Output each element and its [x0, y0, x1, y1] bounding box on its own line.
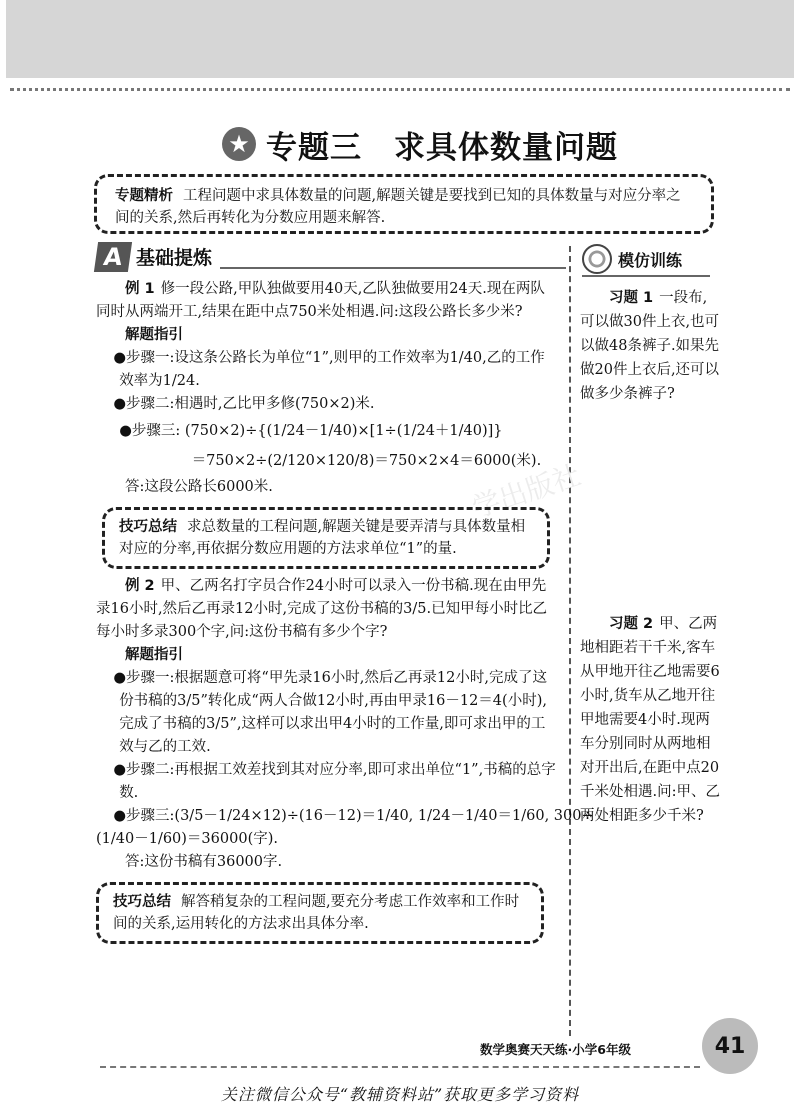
example1-answer: 答:这段公路长6000米. — [125, 479, 273, 495]
tip-box-1 — [102, 507, 550, 569]
example2-step3-line2: (1/40－1/60)＝36000(字). — [96, 831, 278, 847]
example2-guide: 解题指引 — [125, 647, 183, 663]
footer-note: 关注微信公众号“教辅资料站”获取更多学习资料 — [220, 1085, 580, 1104]
page-title — [222, 124, 618, 164]
example1-guide: 解题指引 — [125, 327, 183, 343]
watermark: 学出版社 — [468, 458, 585, 525]
page-number: 41 — [702, 1018, 758, 1074]
intro-label: 专题精析 — [115, 188, 173, 204]
sidebar-header — [582, 244, 712, 274]
exercise2-label: 习题 2 — [609, 616, 654, 632]
sidebar-rule — [582, 275, 710, 277]
footer-series: 数学奥赛天天练·小学6年级 — [480, 1042, 631, 1057]
page-title-text: 专题三 求具体数量问题 — [266, 129, 618, 166]
example1-label: 例 1 — [125, 281, 155, 297]
sidebar-exercise-1 — [580, 286, 720, 406]
star-icon: ★ — [222, 127, 256, 161]
exercise1-text: 一段布,可以做30件上衣,也可以做48条裤子.如果先做20件上衣后,还可以做多少条裤子? — [580, 290, 720, 402]
header-band — [6, 0, 794, 78]
example1-step2: ●步骤二:相遇时,乙比甲多修(750×2)米. — [113, 396, 375, 412]
exercise2-text: 甲、乙两地相距若干千米,客车从甲地开往乙地需要6小时,货车从乙地开往甲地需要4小时.现两车分别同时从两地相对开出后,在距中点20千米处相遇.问:甲、乙两处相距多少千米? — [580, 616, 720, 824]
example1-step3-line1: ●步骤三: (750×2)÷{(1/24－1/40)×[1÷(1/24＋1/40)]} — [119, 423, 503, 439]
example1-problem — [96, 278, 558, 324]
sidebar-title: 模仿训练 — [618, 250, 683, 270]
exercise1-label: 习题 1 — [609, 290, 654, 306]
example1-step3-line2: ＝750×2÷(2/120×120/8)＝750×2×4＝6000(米). — [191, 453, 542, 469]
sidebar-exercise-2 — [580, 612, 720, 828]
example2-step1: ●步骤一:根据题意可将“甲先录16小时,然后乙再录12小时,完成了这份书稿的3/5”转化成“两人合做12小时,再由甲录16－12＝4(小时),完成了书稿的3/5”,这样可以求出甲4小时的工作量,即可求出甲的工效与乙的工效. — [113, 670, 547, 755]
intro-box — [94, 174, 714, 234]
section-header — [96, 244, 566, 272]
main-column — [96, 278, 594, 950]
tip2-text: 解答稍复杂的工程问题,要充分考虑工作效率和工作时间的关系,运用转化的方法求出具体分率. — [113, 894, 520, 932]
header-divider — [10, 88, 790, 91]
example1-text: 修一段公路,甲队独做要用40天,乙队独做要用24天.现在两队同时从两端开工,结果在距中点750米处相遇.问:这段公路长多少米? — [96, 281, 545, 320]
example1-step1: ●步骤一:设这条公路长为单位“1”,则甲的工作效率为1/40,乙的工作效率为1/24. — [113, 350, 545, 389]
intro-text: 工程问题中求具体数量的问题,解题关键是要找到已知的具体数量与对应分率之间的关系,然后再转化为分数应用题来解答. — [115, 188, 681, 226]
section-rule — [220, 267, 566, 269]
footer-divider — [100, 1066, 700, 1068]
example2-answer: 答:这份书稿有36000字. — [125, 854, 283, 870]
tip2-label: 技巧总结 — [113, 894, 171, 910]
example2-text: 甲、乙两名打字员合作24小时可以录入一份书稿.现在由甲先录16小时,然后乙再录12小时,完成了这份书稿的3/5.已知甲每小时比乙每小时多录300个字,问:这份书稿有多少个字? — [96, 578, 548, 640]
tip-box-2 — [96, 882, 544, 944]
tip1-label: 技巧总结 — [119, 519, 177, 535]
example2-step2: ●步骤二:再根据工效差找到其对应分率,即可求出单位“1”,书稿的总字数. — [113, 762, 556, 801]
example2-label: 例 2 — [125, 578, 155, 594]
example2-step3-line1: ●步骤三:(3/5－1/24×12)÷(16－12)＝1/40, 1/24－1/40＝1/60, 300÷ — [113, 808, 594, 824]
section-badge-icon: A — [94, 242, 132, 272]
example2-problem — [96, 575, 558, 644]
column-divider — [569, 246, 571, 1036]
tip1-text: 求总数量的工程问题,解题关键是要弄清与具体数量相对应的分率,再依据分数应用题的方法求单位“1”的量. — [119, 519, 526, 557]
target-icon — [582, 244, 612, 274]
section-title: 基础提炼 — [136, 247, 213, 269]
